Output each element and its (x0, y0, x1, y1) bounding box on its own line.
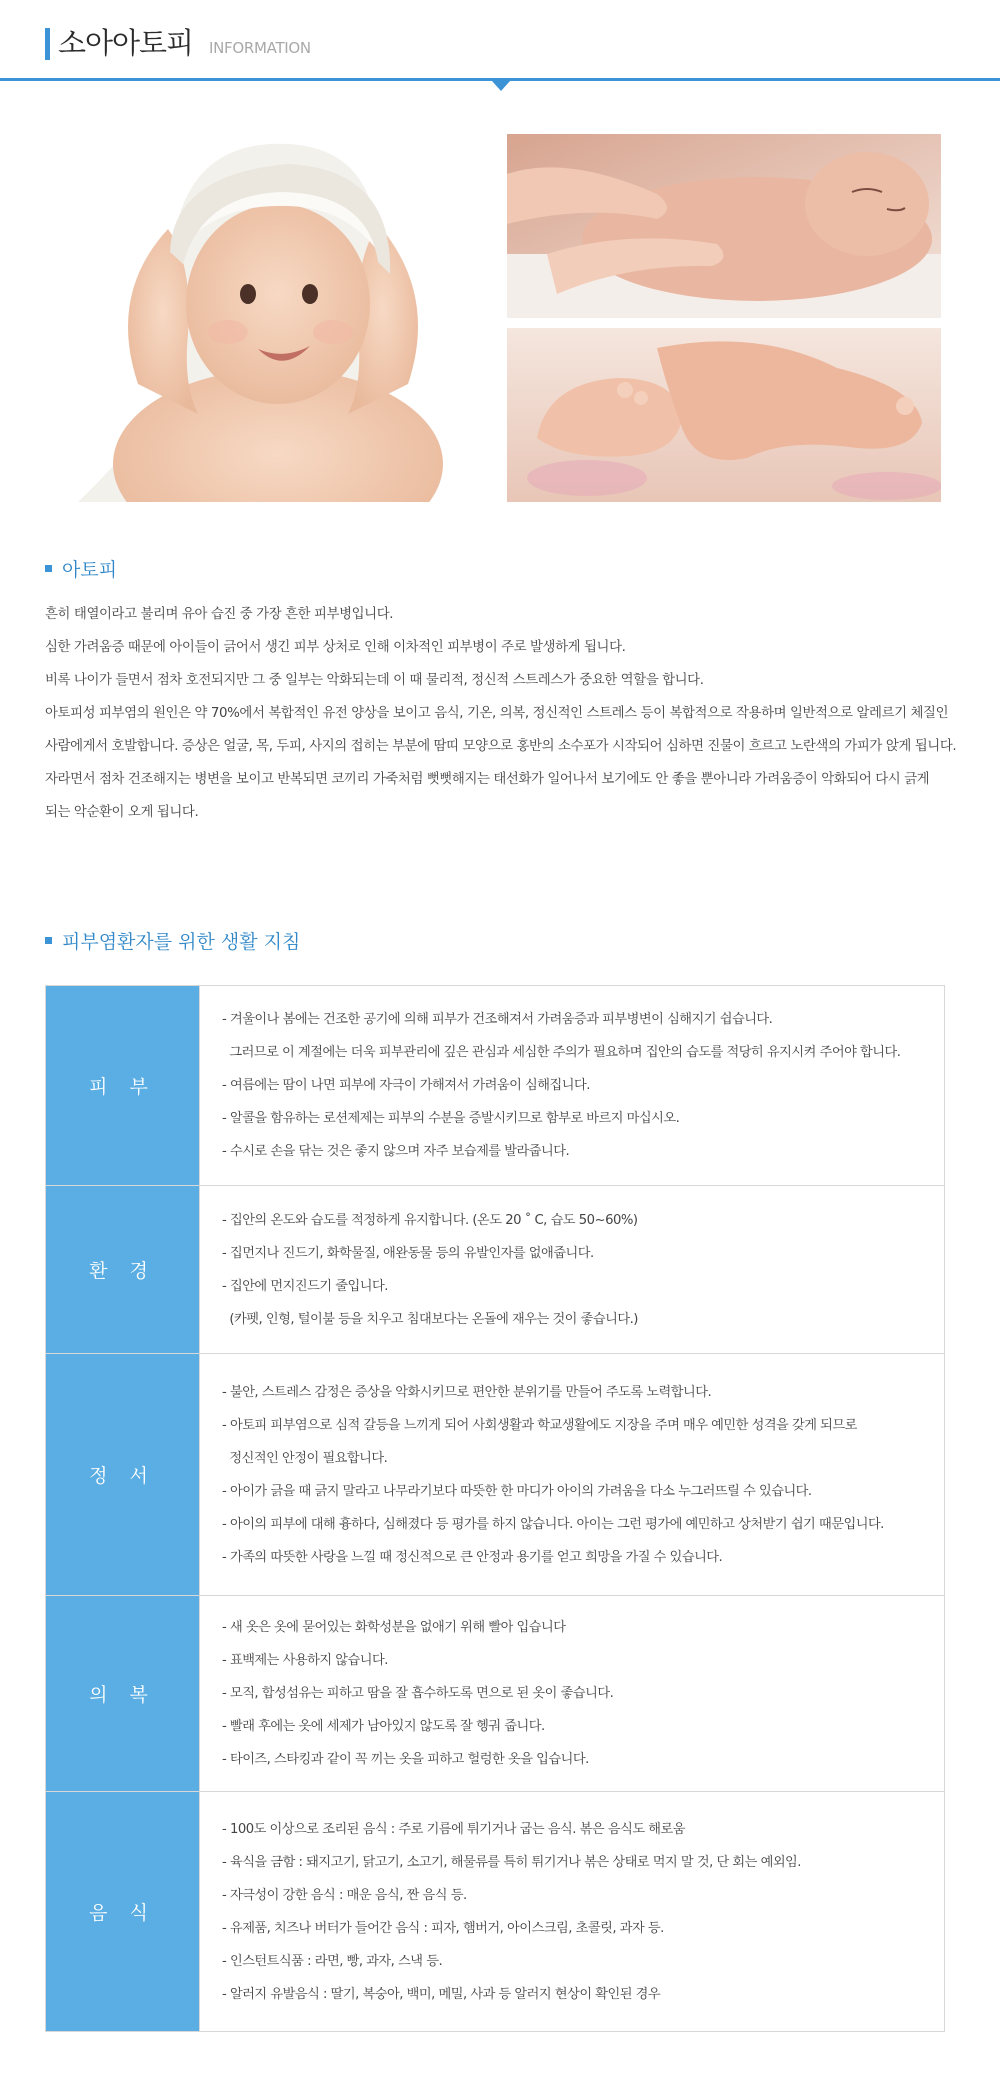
page-title: 소아아토피 (58, 26, 194, 60)
atopy-line: 흔히 태열이라고 불리며 유아 습진 중 가장 흔한 피부병입니다. (45, 607, 394, 622)
baby-with-towel-photo (78, 134, 498, 502)
guide-items (200, 986, 945, 1186)
guide-item: - 수시로 손을 닦는 것은 좋지 않으며 자주 보습제를 발라줍니다. (222, 1144, 570, 1159)
square-bullet-icon (45, 937, 52, 944)
category-skin: 피 부 (46, 986, 200, 1186)
guide-items (200, 1792, 945, 2032)
guide-item: - 불안, 스트레스 감정은 증상을 악화시키므로 편안한 분위기를 만들어 주도록 노력합니다. (222, 1384, 712, 1400)
title-accent-bar (45, 28, 50, 60)
guide-item: - 아이가 긁을 때 긁지 말라고 나무라기보다 따뜻한 한 마디가 아이의 가려움을 다소 누그러뜨릴 수 있습니다. (222, 1483, 812, 1499)
guide-items (200, 1354, 945, 1596)
atopy-line: 되는 악순환이 오게 됩니다. (45, 805, 199, 820)
table-row (46, 986, 945, 1186)
atopy-title-text: 아토피 (62, 559, 118, 581)
square-bullet-icon (45, 565, 52, 572)
atopy-line: 자라면서 점차 건조해지는 병변을 보이고 반복되면 코끼리 가죽처럼 뻣뻣해지는 태선화가 일어나서 보기에도 안 좋을 뿐아니라 가려움증이 악화되어 다시 긁게 (45, 772, 930, 787)
table-row (46, 1596, 945, 1792)
category-environment: 환 경 (46, 1186, 200, 1354)
guide-item: - 자극성이 강한 음식 : 매운 음식, 짠 음식 등. (222, 1887, 467, 1903)
atopy-line: 비록 나이가 들면서 점차 호전되지만 그 중 일부는 악화되는데 이 때 물리적, 정신적 스트레스가 중요한 역할을 합니다. (45, 673, 704, 688)
guide-item: - 가족의 따뜻한 사랑을 느낄 때 정신적으로 큰 안정과 용기를 얻고 희망을 가질 수 있습니다. (222, 1549, 723, 1565)
guide-item: - 빨래 후에는 옷에 세제가 남아있지 않도록 잘 헹궈 줍니다. (222, 1719, 545, 1734)
guide-items (200, 1186, 945, 1354)
atopy-description (45, 598, 965, 829)
guide-item: - 여름에는 땀이 나면 피부에 자극이 가해져서 가려움이 심해집니다. (222, 1078, 590, 1093)
guide-item: - 알러지 유발음식 : 딸기, 복숭아, 백미, 메밀, 사과 등 알러지 현상이 확인된 경우 (222, 1986, 661, 2002)
category-clothing: 의 복 (46, 1596, 200, 1792)
guide-item: - 집안의 온도와 습도를 적정하게 유지합니다. (온도 20 ˚ C, 습도 50~60%) (222, 1212, 638, 1228)
guide-item: - 모직, 합성섬유는 피하고 땀을 잘 흡수하도록 면으로 된 옷이 좋습니다. (222, 1686, 614, 1701)
life-guide-table (45, 985, 945, 2032)
guide-section-title (45, 930, 300, 954)
guide-item: - 인스턴트식품 : 라면, 빵, 과자, 스낵 등. (222, 1953, 443, 1969)
category-emotion: 정 서 (46, 1354, 200, 1596)
table-row (46, 1792, 945, 2032)
atopy-line: 사람에게서 호발합니다. 증상은 얼굴, 목, 두피, 사지의 접히는 부분에 땀띠 모양으로 홍반의 소수포가 시작되어 심하면 진물이 흐르고 노란색의 가피가 앉게 됩니다. (45, 739, 957, 754)
newborn-massage-photo (507, 134, 941, 318)
guide-item: - 100도 이상으로 조리된 음식 : 주로 기름에 튀기거나 굽는 음식. 볶은 음식도 해로움 (222, 1821, 685, 1837)
atopy-line: 심한 가려움증 때문에 아이들이 긁어서 생긴 피부 상처로 인해 이차적인 피부병이 주로 발생하게 됩니다. (45, 640, 626, 655)
category-food: 음 식 (46, 1792, 200, 2032)
guide-title-text: 피부염환자를 위한 생활 지침 (62, 931, 301, 953)
guide-item: (카펫, 인형, 털이불 등을 치우고 침대보다는 온돌에 재우는 것이 좋습니다.) (222, 1311, 638, 1327)
guide-item: - 표백제는 사용하지 않습니다. (222, 1653, 388, 1668)
guide-item: - 겨울이나 봄에는 건조한 공기에 의해 피부가 건조해져서 가려움증과 피부병변이 심해지기 쉽습니다. (222, 1012, 773, 1027)
guide-item: - 집안에 먼지진드기 줄입니다. (222, 1278, 388, 1294)
guide-item: - 새 옷은 옷에 묻어있는 화학성분을 없애기 위해 빨아 입습니다 (222, 1620, 566, 1635)
guide-item: - 타이즈, 스타킹과 같이 꼭 끼는 옷을 피하고 헐렁한 옷을 입습니다. (222, 1752, 589, 1767)
down-arrow-icon (492, 81, 510, 91)
atopy-line: 아토피성 피부염의 원인은 약 70%에서 복합적인 유전 양상을 보이고 음식, 기온, 의복, 정신적인 스트레스 등이 복합적으로 작용하며 일반적으로 알레르기 체질인 (45, 706, 949, 721)
guide-item: - 아토피 피부염으로 심적 갈등을 느끼게 되어 사회생활과 학교생활에도 지장을 주며 매우 예민한 성격을 갖게 되므로 (222, 1417, 857, 1433)
guide-item: - 집먼지나 진드기, 화학물질, 애완동물 등의 유발인자를 없애줍니다. (222, 1245, 594, 1261)
atopy-section-title (45, 558, 117, 582)
baby-feet-photo (507, 328, 941, 502)
guide-item: - 유제품, 치즈나 버터가 들어간 음식 : 피자, 햄버거, 아이스크림, 초콜릿, 과자 등. (222, 1920, 664, 1936)
guide-item: - 육식을 금함 : 돼지고기, 닭고기, 소고기, 해물류를 특히 튀기거나 볶은 상태로 먹지 말 것, 단 회는 예외임. (222, 1854, 801, 1870)
guide-items (200, 1596, 945, 1792)
guide-item: - 알콜을 함유하는 로션제제는 피부의 수분을 증발시키므로 함부로 바르지 마십시오. (222, 1111, 680, 1126)
guide-item: 그러므로 이 계절에는 더욱 피부관리에 깊은 관심과 세심한 주의가 필요하며 집안의 습도를 적당히 유지시켜 주어야 합니다. (222, 1045, 901, 1060)
table-row (46, 1186, 945, 1354)
page-subtitle: INFORMATION (209, 39, 311, 57)
guide-item: 정신적인 안정이 필요합니다. (222, 1450, 388, 1466)
page-header (0, 0, 1000, 82)
guide-item: - 아이의 피부에 대해 흉하다, 심해졌다 등 평가를 하지 않습니다. 아이는 그런 평가에 예민하고 상처받기 쉽기 때문입니다. (222, 1516, 884, 1532)
table-row (46, 1354, 945, 1596)
